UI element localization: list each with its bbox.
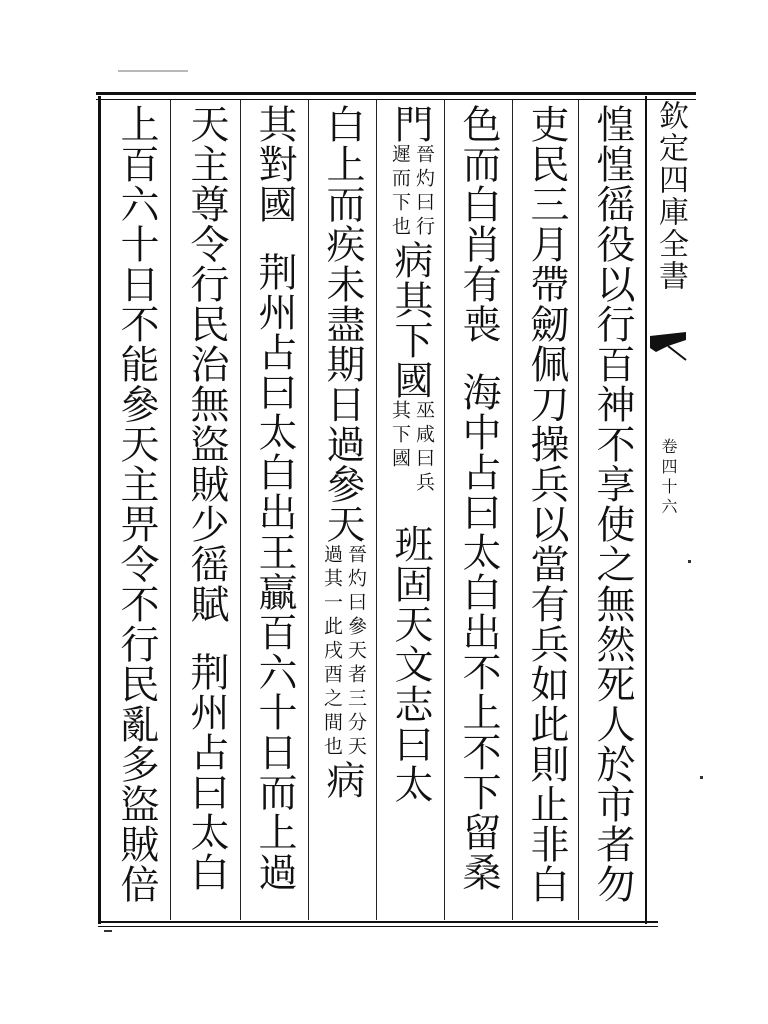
scan-speck [700,776,703,779]
main-text: 白上而疾未盡期日過參天 [320,104,365,544]
column-rule [578,100,579,920]
column-rule [376,100,377,920]
column-rule [512,100,513,920]
commentary-note [320,544,368,760]
collection-title: 欽定四庫全書 [653,100,688,292]
commentary-left-line: 過其一此戌酉之間也 [321,544,343,760]
frame-left-line [98,96,101,924]
frame-top-line [96,92,696,95]
main-text: 荆州占曰太白出王贏百六十日而上過 [252,252,297,892]
main-text: 荆州占曰太白 [184,652,229,892]
commentary-right-line: 晉灼曰行 [413,144,435,240]
main-text: 上百六十日不能參天主畀令不行民亂多盜賊倍 [114,104,159,904]
main-text: 吏民三月帶劒佩刀操兵以當有兵如此則止非白 [524,104,569,904]
main-text: 其對國 [252,104,297,224]
frame-right-line [645,96,647,924]
main-text: 海中占曰太白出不上不下留桑 [456,372,501,892]
commentary-note [388,144,436,240]
commentary-left-line: 遲而下也 [389,144,411,240]
scan-speck [104,930,112,932]
fishtail-mark-icon [648,330,688,370]
text-column-6 [248,104,300,916]
scan-speck [688,560,691,563]
frame-top-inner-line [96,99,696,100]
column-rule [444,100,445,920]
column-rule [308,100,309,920]
main-text: 班固天文志曰太 [388,524,433,804]
text-column-3 [452,104,504,916]
juan-number: 卷四十六 [659,438,678,518]
frame-bottom-line [98,921,658,923]
scan-speck [118,70,188,72]
commentary-right-line: 晉灼曰參天者三分天 [345,544,367,760]
text-column-7 [180,104,232,916]
main-text: 病其下國 [388,240,433,400]
main-text: 惶惶徭役以行百神不享使之無然死人於市者勿 [590,104,635,904]
commentary-left-line: 其下國 [389,400,411,472]
column-rule [170,100,171,920]
text-column-1 [586,104,638,916]
column-rule [240,100,241,920]
text-column-4 [384,104,436,916]
main-text: 門 [388,104,433,144]
text-column-8 [110,104,162,916]
main-text: 天主尊令行民治無盜賊少徭賦 [184,104,229,624]
commentary-right-line: 巫咸曰兵 [413,400,435,496]
text-column-2 [520,104,572,916]
text-column-5 [316,104,368,916]
commentary-note [388,400,436,496]
main-text: 色而白肖有喪 [456,104,501,344]
main-text: 病 [320,760,365,800]
frame-bottom-inner-line [98,926,658,927]
